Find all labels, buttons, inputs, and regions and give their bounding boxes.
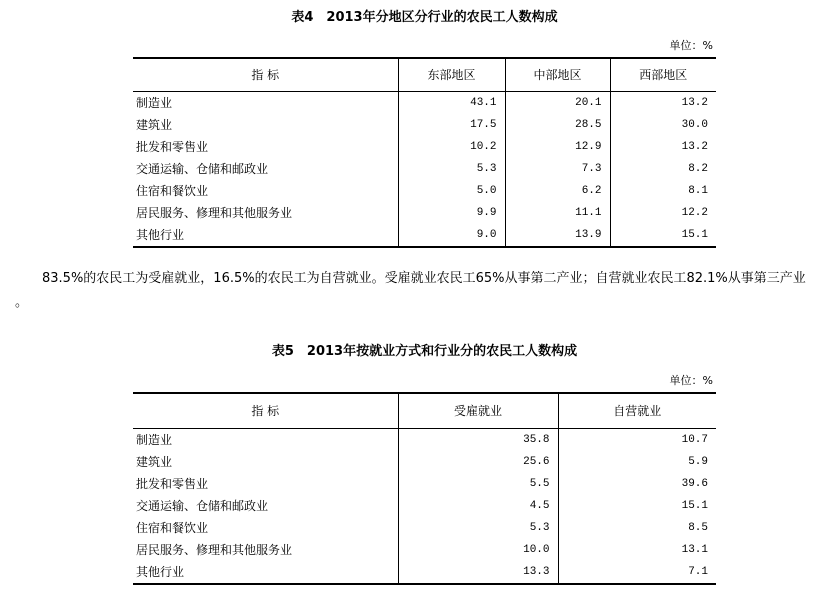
table-cell-value: 15.1 — [610, 224, 716, 247]
row-label: 交通运输、仓储和邮政业 — [136, 499, 269, 513]
table-cell-value: 20.1 — [505, 92, 610, 115]
row-label: 批发和零售业 — [136, 477, 209, 491]
table-cell-value: 12.2 — [610, 202, 716, 224]
table-cell-value: 7.1 — [558, 561, 716, 584]
row-label: 其他行业 — [133, 561, 398, 584]
table-cell-value: 5.5 — [398, 473, 558, 495]
table-cell-value: 13.2 — [610, 136, 716, 158]
table-row — [133, 517, 716, 539]
table-row — [133, 429, 716, 452]
table-cell-value: 5.3 — [398, 158, 505, 180]
table-cell-value: 8.5 — [558, 517, 716, 539]
table-cell-value: 6.2 — [505, 180, 610, 202]
column-header: 受雇就业 — [398, 393, 558, 429]
table-header-row — [133, 393, 716, 429]
column-header-indicator: 指 标 — [133, 58, 398, 92]
table-cell-value: 39.6 — [558, 473, 716, 495]
table-5-title: 表5 2013年按就业方式和行业分的农民工人数构成 — [271, 344, 578, 359]
table-row — [133, 224, 716, 247]
table-5 — [133, 392, 716, 585]
table-cell-value: 10.7 — [558, 429, 716, 452]
table-cell-value: 4.5 — [398, 495, 558, 517]
table-row — [133, 202, 716, 224]
table-cell-value: 17.5 — [398, 114, 505, 136]
table-cell-value: 15.1 — [558, 495, 716, 517]
table-header-row — [133, 58, 716, 92]
table-row — [133, 114, 716, 136]
table-cell-value: 8.1 — [610, 180, 716, 202]
table-cell-value: 13.1 — [558, 539, 716, 561]
table-4-unit: 单位：% — [669, 39, 713, 52]
table-4-title: 表4 2013年分地区分行业的农民工人数构成 — [291, 10, 558, 25]
table-cell-value: 7.3 — [505, 158, 610, 180]
body-paragraph-line: 。 — [15, 295, 29, 310]
row-label: 交通运输、仓储和邮政业 — [136, 162, 269, 176]
row-label: 住宿和餐饮业 — [136, 521, 209, 535]
table-cell-value: 9.9 — [398, 202, 505, 224]
table-cell-value: 13.2 — [610, 92, 716, 115]
table-row — [133, 495, 716, 517]
table-cell-value: 5.0 — [398, 180, 505, 202]
table-cell-value: 10.0 — [398, 539, 558, 561]
row-label: 制造业 — [136, 433, 173, 447]
table-row — [133, 561, 716, 584]
row-label: 住宿和餐饮业 — [136, 184, 209, 198]
column-header: 西部地区 — [610, 58, 716, 92]
table-cell-value: 28.5 — [505, 114, 610, 136]
table-cell-value: 12.9 — [505, 136, 610, 158]
table-cell-value: 13.3 — [398, 561, 558, 584]
row-label: 居民服务、修理和其他服务业 — [136, 206, 293, 220]
column-header-indicator: 指 标 — [133, 393, 398, 429]
table-row — [133, 92, 716, 115]
table-row — [133, 158, 716, 180]
table-cell-value: 25.6 — [398, 451, 558, 473]
table-cell-value: 9.0 — [398, 224, 505, 247]
table-cell-value: 43.1 — [398, 92, 505, 115]
column-header: 中部地区 — [505, 58, 610, 92]
table-cell-value: 35.8 — [398, 429, 558, 452]
table-row — [133, 136, 716, 158]
row-label: 其他行业 — [133, 224, 398, 247]
table-cell-value: 11.1 — [505, 202, 610, 224]
table-cell-value: 8.2 — [610, 158, 716, 180]
table-4 — [133, 57, 716, 248]
table-row — [133, 180, 716, 202]
table-row — [133, 539, 716, 561]
table-cell-value: 5.9 — [558, 451, 716, 473]
table-row — [133, 451, 716, 473]
table-cell-value: 10.2 — [398, 136, 505, 158]
row-label: 建筑业 — [136, 455, 173, 469]
table-cell-value: 13.9 — [505, 224, 610, 247]
row-label: 制造业 — [136, 96, 173, 110]
column-header: 东部地区 — [398, 58, 505, 92]
table-cell-value: 30.0 — [610, 114, 716, 136]
column-header: 自营就业 — [558, 393, 716, 429]
row-label: 批发和零售业 — [136, 140, 209, 154]
row-label: 居民服务、修理和其他服务业 — [136, 543, 293, 557]
table-row — [133, 473, 716, 495]
body-paragraph-line: 83.5%的农民工为受雇就业，16.5%的农民工为自营就业。受雇就业农民工65%从事第二产业；自营就业农民工82.1%从事第三产业 — [42, 271, 806, 286]
table-5-unit: 单位：% — [669, 374, 713, 387]
table-cell-value: 5.3 — [398, 517, 558, 539]
row-label: 建筑业 — [136, 118, 173, 132]
